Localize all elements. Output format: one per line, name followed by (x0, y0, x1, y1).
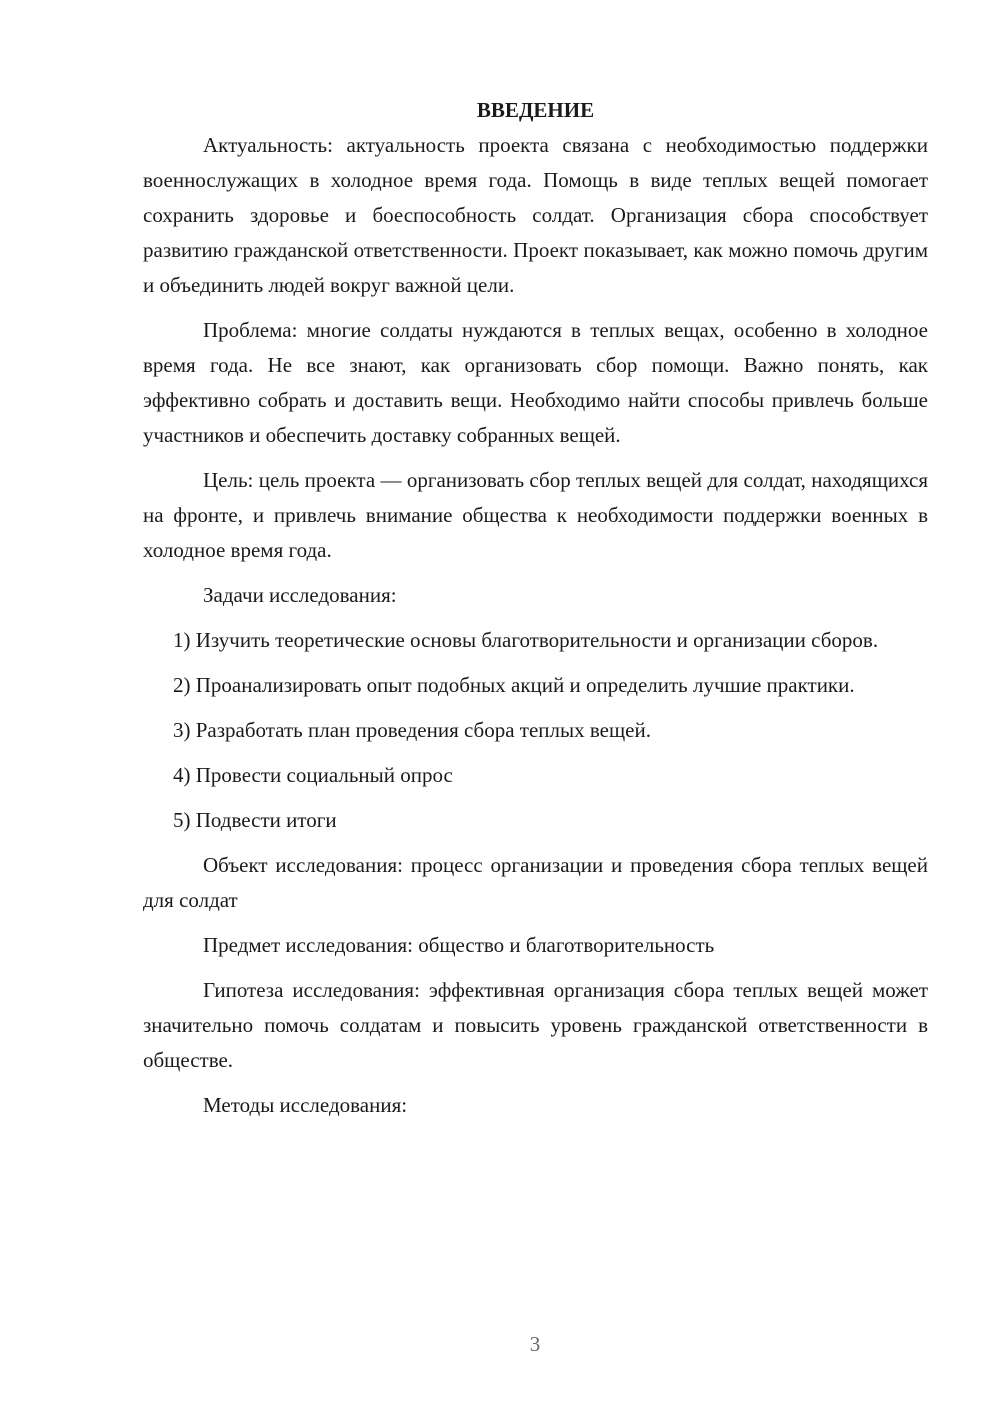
goal-paragraph: Цель: цель проекта — организовать сбор теплых вещей для солдат, находящихся на фронте, и привлечь внимание общества к необходимости поддержки военных в холодное время года. (143, 468, 928, 562)
document-page (143, 93, 928, 1133)
subject-paragraph: Предмет исследования: общество и благотворительность (203, 933, 715, 957)
task-item: 2) Проанализировать опыт подобных акций и определить лучшие практики. (173, 673, 855, 697)
problem-paragraph: Проблема: многие солдаты нуждаются в теплых вещах, особенно в холодное время года. Не все знают, как организовать сбор помощи. Важно понять, как эффективно собрать и доставить вещи. Необходимо найти способы привлечь больше участников и обеспечить доставку собранных вещей. (143, 318, 928, 447)
object-paragraph: Объект исследования: процесс организации и проведения сбора теплых вещей для солдат (143, 853, 928, 912)
relevance-paragraph: Актуальность: актуальность проекта связана с необходимостью поддержки военнослужащих в холодное время года. Помощь в виде теплых вещей помогает сохранить здоровье и боеспособность солдат. Организация сбора способствует развитию гражданской ответственности. Проект показывает, как можно помочь другим и объединить людей вокруг важной цели. (143, 133, 928, 297)
task-item: 4) Провести социальный опрос (173, 763, 453, 787)
methods-heading: Методы исследования: (203, 1093, 408, 1117)
tasks-heading: Задачи исследования: (203, 583, 397, 607)
task-item: 1) Изучить теоретические основы благотворительности и организации сборов. (173, 628, 879, 652)
section-title: ВВЕДЕНИЕ (476, 98, 595, 122)
task-item: 5) Подвести итоги (173, 808, 337, 832)
page-number: 3 (529, 1332, 541, 1356)
task-item: 3) Разработать план проведения сбора теплых вещей. (173, 718, 651, 742)
hypothesis-paragraph: Гипотеза исследования: эффективная организация сбора теплых вещей может значительно помочь солдатам и повысить уровень гражданской ответственности в обществе. (143, 978, 928, 1072)
